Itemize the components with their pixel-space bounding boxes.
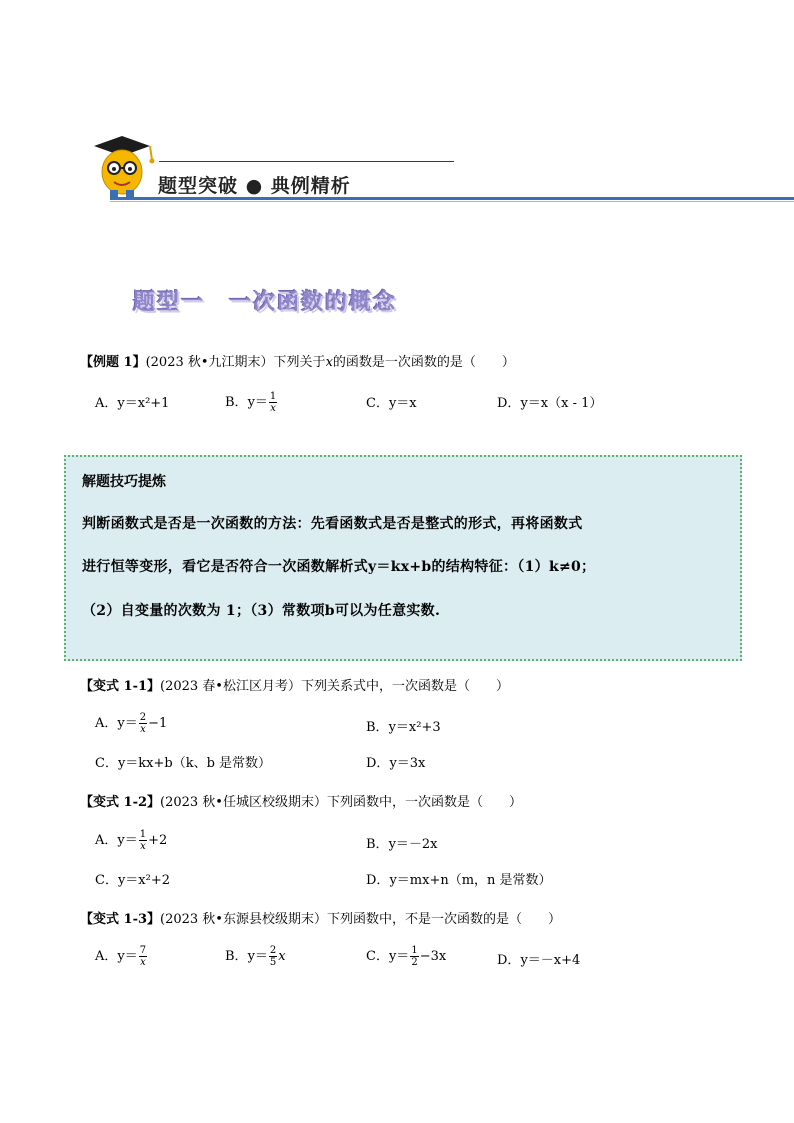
variant1-option-d[interactable]: D．y＝3x [366, 756, 426, 771]
variant1-option-b[interactable]: B．y＝x²+3 [366, 720, 441, 735]
variant2-option-b[interactable]: B．y＝－2x [366, 837, 438, 852]
example1-question [80, 354, 515, 372]
example1-option-b[interactable]: B．y＝ $\frac{1}{x}$ [225, 391, 277, 414]
banner-bottom-line [110, 197, 794, 200]
variant3-tag: 【变式 1-3】 [80, 912, 161, 927]
variant3-option-a[interactable]: A．y＝ $\frac{7}{x}$ [95, 945, 147, 968]
variant2-option-a[interactable]: A．y＝ $\frac{1}{x}$ +2 [95, 829, 168, 852]
variant1-stem: 下列关系式中，一次函数是（ ） [300, 679, 509, 694]
example1-stem-var: x [325, 355, 333, 370]
example1-option-a[interactable]: A．y＝x²+1 [95, 396, 170, 411]
variant3-stem: 下列函数中，不是一次函数的是（ ） [326, 912, 561, 927]
variant2-option-c[interactable]: C．y＝x²+2 [95, 873, 171, 888]
scholar-mascot-icon [84, 128, 158, 202]
tip-line-2: 进行恒等变形，看它是否符合一次函数解析式y＝kx+b的结构特征：（1）k≠0； [82, 559, 596, 575]
example1-tag: 【例题 1】 [80, 355, 146, 370]
variant2-source: (2023 秋•任城区校级期末） [160, 795, 327, 810]
variant2-tag: 【变式 1-2】 [80, 795, 161, 810]
banner-bottom-line-thin [110, 201, 794, 202]
variant1-option-a[interactable]: A．y＝ $\frac{2}{x}$ −1 [95, 712, 168, 735]
variant1-option-c[interactable]: C．y＝kx+b（k、b 是常数） [95, 756, 272, 771]
variant2-stem: 下列函数中，一次函数是（ ） [326, 795, 522, 810]
fraction: $\frac{2}{x}$ [139, 712, 147, 735]
variant3-option-d[interactable]: D．y＝－x+4 [497, 953, 581, 968]
header-banner [84, 128, 794, 206]
fraction: $\frac{1}{x}$ [139, 829, 147, 852]
example1-option-d[interactable]: D．y＝x（x - 1） [497, 396, 603, 411]
variant1-source: (2023 春•松江区月考） [160, 679, 301, 694]
example1-source: (2023 秋•九江期末） [145, 355, 274, 370]
banner-top-line [159, 161, 454, 162]
fraction: $\frac{1}{2}$ [411, 945, 418, 968]
fraction: $\frac{7}{x}$ [139, 945, 147, 968]
example1-option-c[interactable]: C．y＝x [366, 396, 417, 411]
variant3-source: (2023 秋•东源县校级期末） [160, 912, 327, 927]
variant3-option-c[interactable]: C．y＝ $\frac{1}{2}$ −3x [366, 945, 447, 968]
variant3-question [80, 911, 561, 929]
example1-stem-post: 的函数是一次函数的是（ ） [332, 355, 515, 370]
tip-box [64, 455, 742, 661]
variant1-question [80, 678, 509, 696]
example1-stem-pre: 下列关于 [273, 355, 326, 370]
tip-line-1: 判断函数式是否是一次函数的方法：先看函数式是否是整式的形式，再将函数式 [82, 516, 583, 532]
tip-line-3: （2）自变量的次数为 1；（3）常数项b可以为任意实数. [82, 603, 441, 619]
fraction: $\frac{2}{5}$ [269, 945, 277, 968]
variant1-tag: 【变式 1-1】 [80, 679, 161, 694]
variant2-option-d[interactable]: D．y＝mx+n（m，n 是常数） [366, 873, 552, 888]
fraction: $\frac{1}{x}$ [269, 391, 277, 414]
section-title: 题型一 一次函数的概念 [133, 290, 398, 315]
tip-title: 解题技巧提炼 [82, 474, 166, 490]
variant3-option-b[interactable]: B．y＝ $\frac{2}{5}$ x [225, 945, 286, 968]
banner-title: 题型突破 ● 典例精析 [158, 175, 351, 197]
variant2-question [80, 794, 522, 812]
